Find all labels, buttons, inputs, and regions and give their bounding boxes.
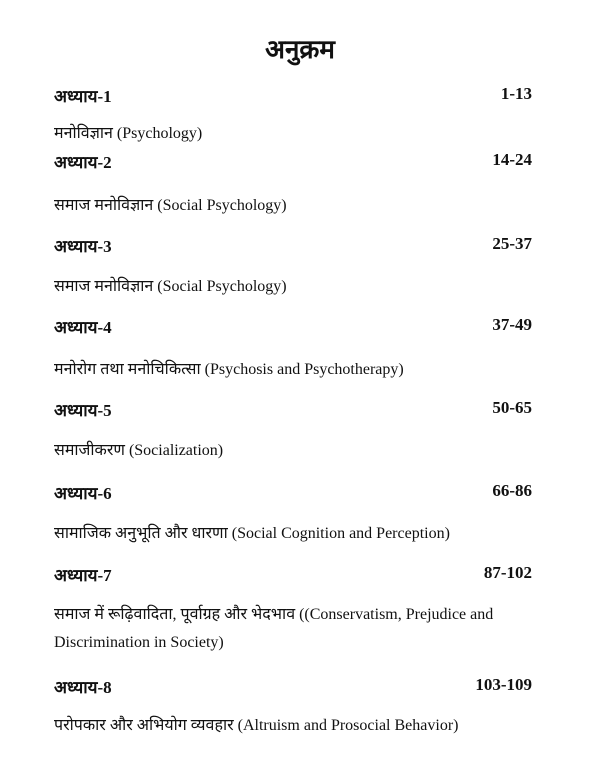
chapter-6-heading — [54, 481, 532, 504]
page-range: 37-49 — [492, 315, 532, 334]
chapter-5-description: समाजीकरण (Socialization) — [54, 442, 224, 459]
chapter-label: अध्याय-8 — [54, 678, 112, 697]
page-range: 14-24 — [492, 150, 532, 169]
chapter-6-description: सामाजिक अनुभूति और धारणा (Social Cognition and Perception) — [54, 525, 450, 542]
page-range: 1-13 — [500, 84, 532, 103]
page-range: 25-37 — [492, 234, 532, 253]
chapter-1-description: मनोविज्ञान (Psychology) — [54, 125, 203, 142]
chapter-3-heading — [54, 234, 532, 257]
page-range: 87-102 — [483, 563, 532, 582]
chapter-7-description: समाज में रूढ़िवादिता, पूर्वाग्रह और भेदभाव ((Conservatism, Prejudice and Discrimination in Society) — [54, 606, 494, 651]
chapter-label: अध्याय-7 — [54, 566, 112, 585]
page-title: अनुक्रम — [265, 35, 335, 64]
chapter-4-description: मनोरोग तथा मनोचिकित्सा (Psychosis and Psychotherapy) — [54, 361, 404, 378]
chapter-5-heading — [54, 398, 532, 421]
chapter-label: अध्याय-3 — [54, 237, 112, 256]
page-range: 103-109 — [475, 675, 532, 694]
chapter-label: अध्याय-4 — [54, 318, 112, 337]
chapter-1-heading — [54, 84, 532, 107]
chapter-3-description: समाज मनोविज्ञान (Social Psychology) — [54, 278, 287, 295]
page-range: 50-65 — [492, 398, 532, 417]
chapter-label: अध्याय-1 — [54, 87, 112, 106]
chapter-label: अध्याय-6 — [54, 484, 112, 503]
chapter-8-description: परोपकार और अभियोग व्यवहार (Altruism and Prosocial Behavior) — [54, 717, 459, 734]
chapter-7-heading — [54, 563, 532, 586]
chapter-8-heading — [54, 675, 532, 698]
page-range: 66-86 — [492, 481, 532, 500]
chapter-2-heading — [54, 150, 532, 173]
chapter-4-heading — [54, 315, 532, 338]
chapter-2-description: समाज मनोविज्ञान (Social Psychology) — [54, 197, 287, 214]
chapter-label: अध्याय-5 — [54, 401, 112, 420]
chapter-label: अध्याय-2 — [54, 153, 112, 172]
